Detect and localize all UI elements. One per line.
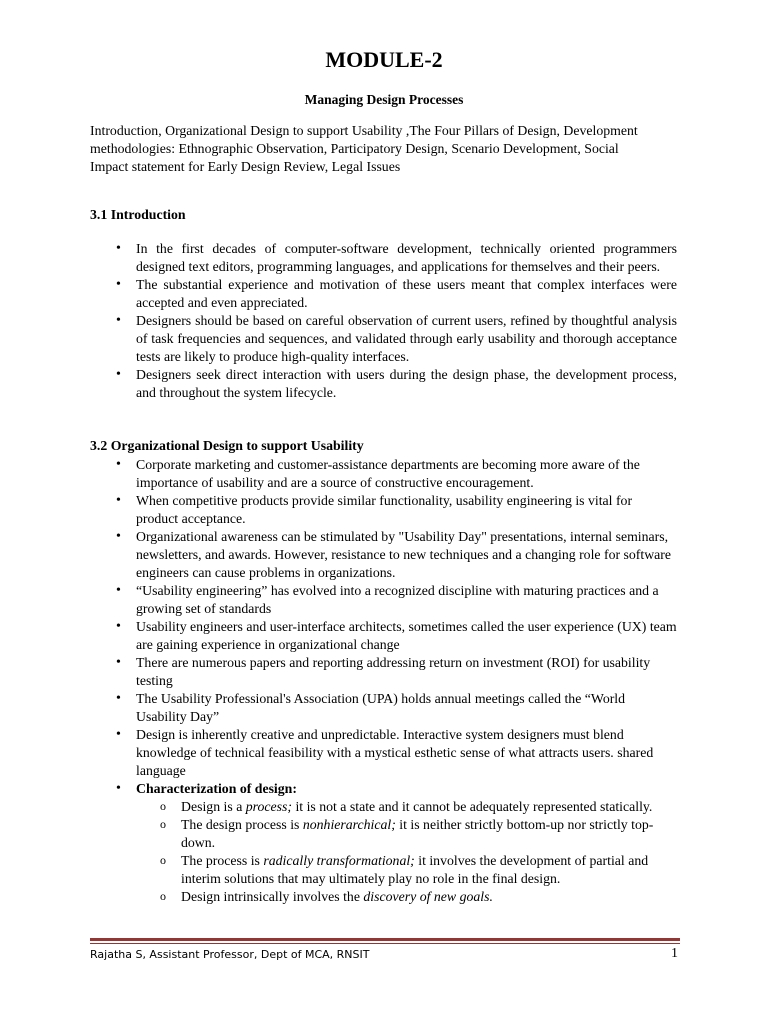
organizational-design-bullet-list xyxy=(90,456,677,906)
sub-item-emphasis: discovery of new goals. xyxy=(363,889,493,904)
module-contents xyxy=(90,122,670,176)
section-heading-introduction: 3.1 Introduction xyxy=(90,207,186,222)
sub-item-text: The design process is xyxy=(181,817,303,832)
sub-item-text: it involves the development of partial and interim solutions that may ultimately play no role in the final design. xyxy=(181,853,649,886)
list-item: • The substantial experience and motivation of these users meant that complex interfaces were accepted and even appreciated. xyxy=(90,276,677,312)
sub-item-text: it is not a state and it cannot be adequately represented statically. xyxy=(292,799,653,814)
list-item: • Organizational awareness can be stimulated by "Usability Day" presentations, internal seminars, newsletters, and awards. However, resistance to new techniques and a changing role for software engineers can cause problems in organizations. xyxy=(90,528,677,582)
introduction-bullet-list xyxy=(90,240,677,402)
list-item: • Design is inherently creative and unpredictable. Interactive system designers must blend knowledge of technical feasibility with a mystical esthetic sense of what attracts users. shared language xyxy=(90,726,677,780)
sub-item-text: it is neither strictly bottom-up nor strictly top-down. xyxy=(181,817,654,850)
list-item: • The Usability Professional's Association (UPA) holds annual meetings called the “World Usability Day” xyxy=(90,690,677,726)
sub-item-text: Design is a xyxy=(181,799,246,814)
footer-rule-thick xyxy=(90,938,680,941)
list-item: • “Usability engineering” has evolved into a recognized discipline with maturing practices and a growing set of standards xyxy=(90,582,677,618)
sub-item-text: Design intrinsically involves the xyxy=(181,889,364,904)
characterization-sublist xyxy=(136,798,677,906)
characterization-label: Characterization of design: xyxy=(136,781,297,796)
page-number: 1 xyxy=(671,946,678,961)
sub-list-item xyxy=(136,888,677,906)
list-item: • Usability engineers and user-interface architects, sometimes called the user experience (UX) team are gaining experience in organizational change xyxy=(90,618,677,654)
contents-line: methodologies: Ethnographic Observation, Participatory Design, Scenario Development, Social xyxy=(90,141,619,156)
sub-list-item xyxy=(136,816,677,852)
footer-author: Rajatha S, Assistant Professor, Dept of MCA, RNSIT xyxy=(90,948,370,961)
sub-item-text: The process is xyxy=(181,853,264,868)
sub-item-emphasis: radically transformational; xyxy=(263,853,415,868)
sub-item-emphasis: process; xyxy=(245,799,292,814)
contents-line: Introduction, Organizational Design to support Usability ,The Four Pillars of Design, Development xyxy=(90,123,638,138)
list-item-characterization xyxy=(90,780,677,906)
section-heading-organizational-design: 3.2 Organizational Design to support Usability xyxy=(90,438,364,453)
page-subtitle: Managing Design Processes xyxy=(304,92,464,107)
sub-list-item xyxy=(136,798,677,816)
list-item: • Corporate marketing and customer-assistance departments are becoming more aware of the importance of usability and are a source of constructive encouragement. xyxy=(90,456,677,492)
page-title: MODULE-2 xyxy=(325,47,443,72)
list-item: • When competitive products provide similar functionality, usability engineering is vital for product acceptance. xyxy=(90,492,677,528)
list-item: • There are numerous papers and reporting addressing return on investment (ROI) for usability testing xyxy=(90,654,677,690)
sub-list-item xyxy=(136,852,677,888)
sub-item-emphasis: nonhierarchical; xyxy=(302,817,396,832)
list-item: • In the first decades of computer-software development, technically oriented programmers designed text editors, programming languages, and applications for themselves and their peers. xyxy=(90,240,677,276)
list-item: • Designers should be based on careful observation of current users, refined by thoughtful analysis of task frequencies and sequences, and validated through early usability and thorough acceptance tests are likely to produce high-quality interfaces. xyxy=(90,312,677,366)
list-item: • Designers seek direct interaction with users during the design phase, the development process, and throughout the system lifecycle. xyxy=(90,366,677,402)
footer-rule-thin xyxy=(90,943,680,944)
contents-line: Impact statement for Early Design Review, Legal Issues xyxy=(90,159,401,174)
